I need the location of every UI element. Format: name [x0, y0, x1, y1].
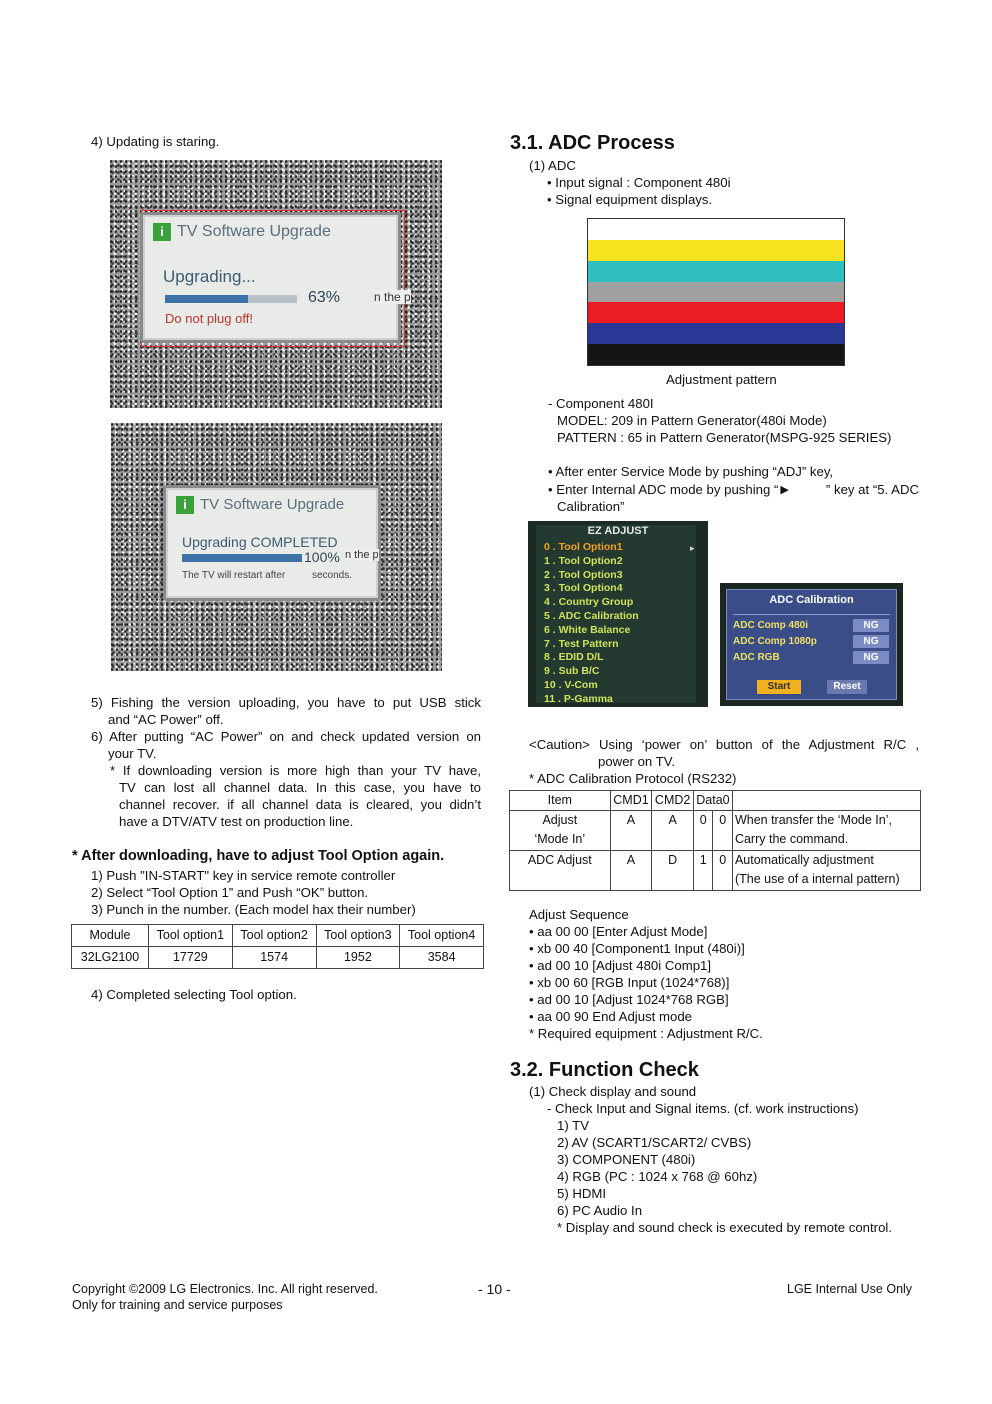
adc-row-label: ADC RGB: [733, 652, 780, 663]
table-cell: A: [652, 811, 694, 851]
footer-copyright: Copyright ©2009 LG Electronics. Inc. All right reserved.: [72, 1282, 378, 1296]
sequence-item: • xb 00 40 [Component1 Input (480i)]: [529, 941, 745, 956]
table-cell: A: [610, 811, 652, 851]
pattern-bar: [588, 282, 844, 303]
sequence-item: • xb 00 60 [RGB Input (1024*768)]: [529, 975, 730, 990]
table-row: [510, 811, 921, 851]
function-item: 5) HDMI: [557, 1186, 607, 1201]
menu-item: 8 . EDID D/L: [544, 651, 604, 664]
info-icon: i: [153, 223, 171, 241]
function-item: 6) PC Audio In: [557, 1203, 643, 1218]
caution-line-2: power on TV.: [598, 754, 675, 769]
info-icon: i: [176, 496, 194, 514]
function-item: 1) TV: [557, 1118, 590, 1133]
function-sub-line: - Check Input and Signal items. (cf. work instructions): [547, 1101, 859, 1116]
sequence-item: • aa 00 00 [Enter Adjust Mode]: [529, 924, 708, 939]
table-header: Tool option2: [232, 925, 316, 947]
osd2-note: The TV will restart after: [182, 570, 286, 581]
table-header: Item: [510, 791, 611, 811]
adc-row-status: NG: [853, 619, 889, 632]
menu-item: 7 . Test Pattern: [544, 637, 619, 650]
table-cell: 3584: [400, 947, 484, 969]
desc-line: When transfer the ‘Mode In’,: [734, 813, 892, 827]
osd-status: Upgrading...: [163, 267, 256, 286]
table-cell: [510, 851, 611, 891]
protocol-table: [509, 790, 921, 891]
adc-row-status: NG: [853, 635, 889, 648]
adc-divider: [733, 614, 890, 615]
footer-internal: LGE Internal Use Only: [787, 1282, 913, 1296]
function-item: 2) AV (SCART1/SCART2/ CVBS): [557, 1135, 752, 1150]
menu-item: 6 . White Balance: [544, 623, 631, 636]
table-row: [510, 851, 921, 891]
tool-step-1: 1) Push "IN-START" key in service remote controller: [91, 868, 396, 883]
service-bullet-2: [548, 481, 919, 498]
pattern-caption: Adjustment pattern: [666, 372, 777, 387]
upgrade-osd-dialog: [140, 212, 401, 343]
component-line-2: MODEL: 209 in Pattern Generator(480i Mode): [557, 413, 827, 428]
adc-calibration-photo: [720, 583, 903, 706]
sequence-item: • aa 00 90 End Adjust mode: [529, 1009, 692, 1024]
table-cell: 1: [693, 851, 712, 891]
note-line-4: have a DTV/ATV test on production line.: [119, 814, 354, 829]
upgrade-progress-fill: [165, 295, 248, 303]
step-6-line-1: 6) After putting “AC Power” on and check updated version on: [91, 729, 481, 744]
pattern-bar: [588, 261, 844, 282]
table-cell: 32LG2100: [72, 947, 149, 969]
table-cell: [510, 811, 611, 851]
table-cell: [732, 811, 920, 851]
function-item: 3) COMPONENT (480i): [557, 1152, 696, 1167]
completed-osd-dialog: [163, 485, 381, 601]
osd-side-text: n the p: [374, 290, 411, 304]
table-header: CMD2: [652, 791, 694, 811]
table-header: [732, 791, 920, 811]
table-cell: 0: [693, 811, 712, 851]
adc-calibration-panel: [726, 589, 897, 700]
osd-percent: 63%: [308, 289, 341, 306]
adc-bullet-1: • Input signal : Component 480i: [547, 175, 731, 190]
function-item: 4) RGB (PC : 1024 x 768 @ 60hz): [557, 1169, 758, 1184]
step-5-line-2: and “AC Power” off.: [108, 712, 224, 727]
service-bullet-2-end: ” key at “5. ADC: [825, 482, 919, 497]
table-cell: 17729: [149, 947, 233, 969]
play-icon: ▶: [780, 484, 789, 496]
osd2-title-row: [176, 496, 344, 514]
adc-subheading: (1) ADC: [529, 158, 576, 173]
table-cell: A: [610, 851, 652, 891]
table-cell: 1952: [316, 947, 400, 969]
table-row: [72, 947, 484, 969]
osd2-status: Upgrading COMPLETED: [182, 534, 338, 550]
chevron-right-icon: ▸: [690, 543, 695, 553]
tool-table-header-row: [72, 925, 484, 947]
table-cell: 1574: [232, 947, 316, 969]
pattern-bars: [588, 219, 844, 365]
menu-header: EZ ADJUST: [587, 525, 649, 537]
item-line: ‘Mode In’: [534, 832, 586, 846]
menu-item: 9 . Sub B/C: [544, 665, 600, 678]
menu-item: 2 . Tool Option3: [544, 568, 623, 581]
ez-adjust-menu-photo: [528, 521, 708, 707]
start-button[interactable]: Start: [757, 680, 801, 694]
adc-row-label: ADC Comp 480i: [733, 620, 809, 631]
caution-line-1: <Caution> Using ‘power on’ button of the Adjustment R/C ,: [529, 737, 919, 752]
upgrade-progress-bar: [165, 295, 297, 303]
function-item: * Display and sound check is executed by remote control.: [557, 1220, 892, 1235]
pattern-bar: [588, 240, 844, 261]
upgrade-progress-photo: [110, 160, 442, 408]
page-number: - 10 -: [478, 1281, 511, 1297]
pattern-bar: [588, 344, 844, 365]
tool-step-4: 4) Completed selecting Tool option.: [91, 987, 297, 1002]
osd2-side-text: n the p: [345, 549, 379, 561]
osd2-percent: 100%: [304, 549, 340, 565]
table-header: Tool option1: [149, 925, 233, 947]
menu-item: 11 . P-Gamma: [544, 692, 613, 705]
osd2-title: TV Software Upgrade: [200, 496, 345, 513]
osd-title-row: [153, 223, 331, 241]
osd-warning: Do not plug off!: [165, 311, 253, 326]
osd-title: TV Software Upgrade: [177, 223, 331, 241]
table-cell: [732, 851, 920, 891]
sequence-item: * Required equipment : Adjustment R/C.: [529, 1026, 763, 1041]
component-line-3: PATTERN : 65 in Pattern Generator(MSPG-925 SERIES): [557, 430, 892, 445]
adc-bullet-2: • Signal equipment displays.: [547, 192, 713, 207]
step-4-text: 4) Updating is staring.: [91, 134, 220, 149]
pattern-bar: [588, 302, 844, 323]
pattern-bar: [588, 323, 844, 344]
tool-option-table: [71, 924, 484, 969]
osd2-note-end: seconds.: [312, 570, 353, 581]
desc-line: (The use of a internal pattern): [734, 872, 900, 886]
menu-item: 4 . Country Group: [544, 596, 634, 609]
footer-training: Only for training and service purposes: [72, 1298, 283, 1312]
item-line: Adjust: [542, 813, 578, 827]
service-bullet-2-cont: Calibration”: [557, 499, 625, 514]
sequence-item: • ad 00 10 [Adjust 1024*768 RGB]: [529, 992, 729, 1007]
note-line-2: TV can lost all channel data. In this case, you have to: [119, 780, 481, 795]
tool-step-2: 2) Select “Tool Option 1” and Push “OK” button.: [91, 885, 369, 900]
adc-header: ADC Calibration: [769, 594, 854, 606]
component-line-1: - Component 480I: [548, 396, 654, 411]
adc-process-heading: 3.1. ADC Process: [510, 132, 675, 154]
tool-option-heading: * After downloading, have to adjust Tool Option again.: [72, 848, 445, 864]
note-line-1: * If downloading version is more high than your TV have,: [110, 763, 481, 778]
completed-progress-bar: [182, 554, 302, 562]
table-cell: 0: [713, 851, 733, 891]
menu-item: 0 . Tool Option1: [544, 541, 623, 553]
function-check-heading: 3.2. Function Check: [510, 1059, 699, 1081]
sequence-title: Adjust Sequence: [529, 907, 629, 922]
item-line: ADC Adjust: [527, 853, 592, 867]
menu-item: 3 . Tool Option4: [544, 582, 623, 595]
desc-line: Automatically adjustment: [734, 853, 874, 867]
function-subheading: (1) Check display and sound: [529, 1084, 697, 1099]
menu-item: 5 . ADC Calibration: [544, 610, 639, 622]
tool-step-3: 3) Punch in the number. (Each model hax their number): [91, 902, 416, 917]
step-6-line-2: your TV.: [108, 746, 157, 761]
table-cell: D: [652, 851, 694, 891]
completed-progress-fill: [182, 554, 302, 562]
service-bullet-1: • After enter Service Mode by pushing “ADJ” key,: [548, 464, 834, 479]
protocol-header-row: [510, 791, 921, 811]
table-cell: 0: [713, 811, 733, 851]
sequence-item: • ad 00 10 [Adjust 480i Comp1]: [529, 958, 712, 973]
adjustment-pattern: [587, 218, 845, 366]
pattern-bar: [588, 219, 844, 240]
table-header: Tool option3: [316, 925, 400, 947]
protocol-title: * ADC Calibration Protocol (RS232): [529, 771, 737, 786]
adc-row-status: NG: [853, 651, 889, 664]
note-line-3: channel recover. if all channel data is cleared, you didn’t: [119, 797, 481, 812]
upgrade-completed-photo: [111, 423, 442, 671]
reset-button[interactable]: Reset: [827, 680, 867, 694]
adc-row-label: ADC Comp 1080p: [733, 636, 817, 647]
service-bullet-2-start: • Enter Internal ADC mode by pushing “: [548, 482, 779, 497]
table-header: Tool option4: [400, 925, 484, 947]
table-header: CMD1: [610, 791, 652, 811]
table-header: Module: [72, 925, 149, 947]
menu-item: 10 . V-Com: [544, 679, 598, 691]
desc-line: Carry the command.: [734, 832, 849, 846]
table-header: Data0: [693, 791, 732, 811]
step-5-line-1: 5) Fishing the version uploading, you have to put USB stick: [91, 695, 481, 710]
menu-item: 1 . Tool Option2: [544, 554, 623, 567]
